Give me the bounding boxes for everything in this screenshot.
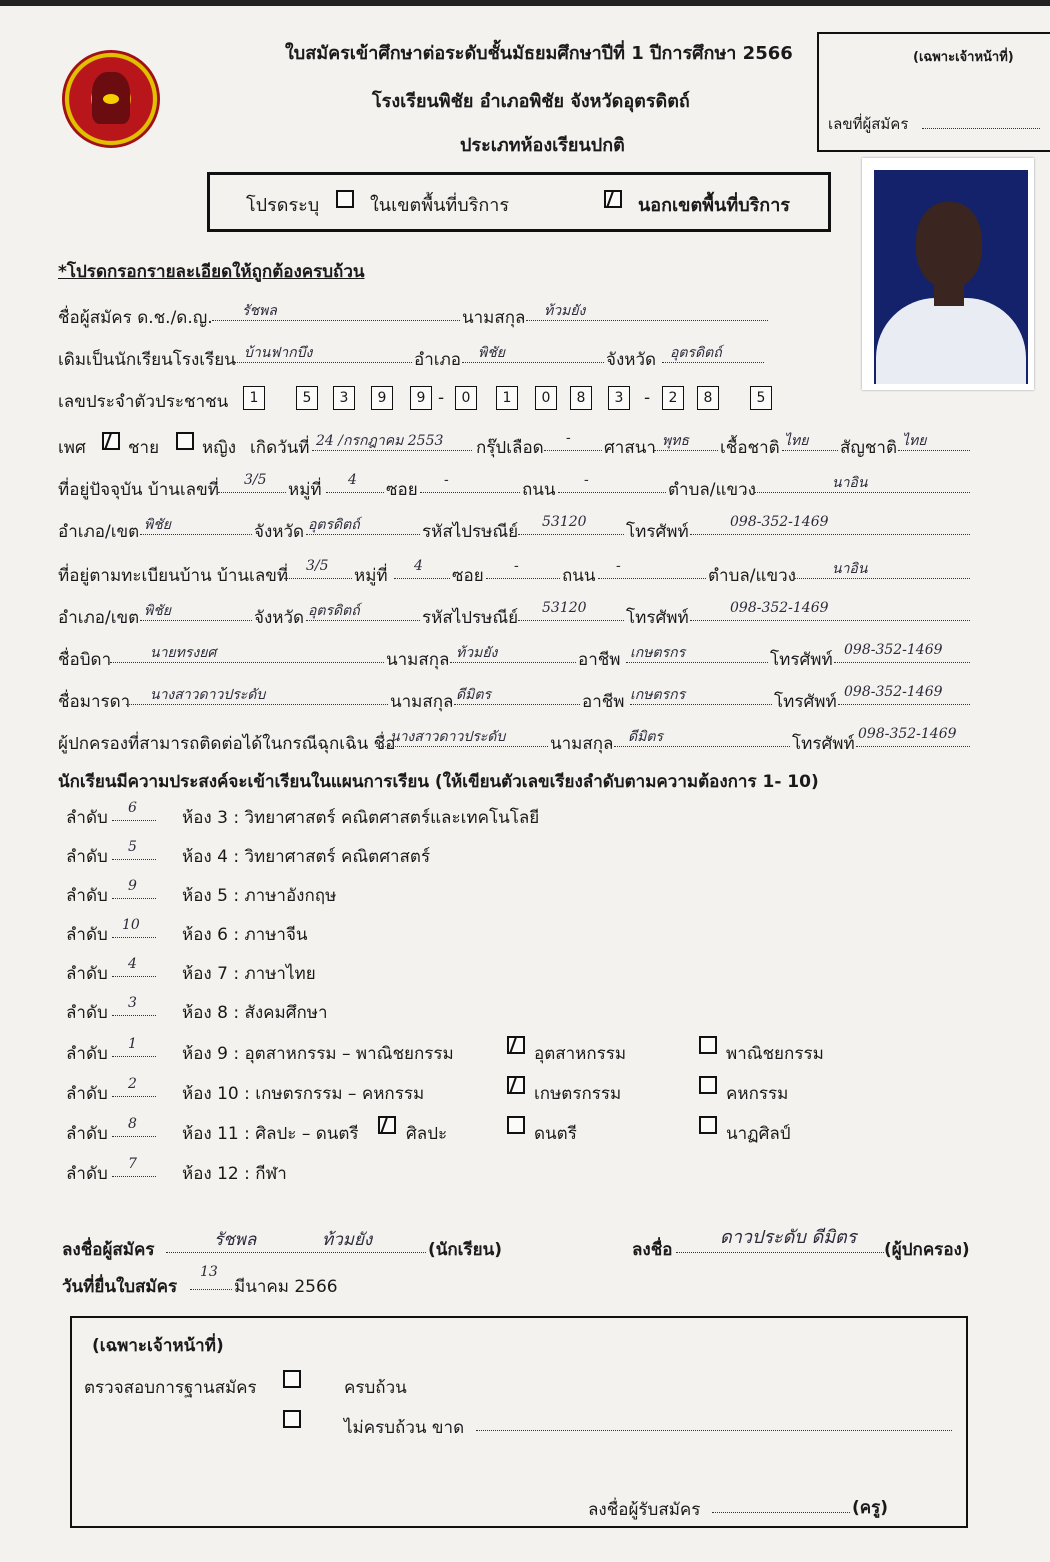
birthdate-value[interactable]: 24 /กรกฎาคม 2553	[316, 433, 444, 449]
order-label: ลำดับ	[66, 886, 108, 906]
applicant-signature-first[interactable]: รัชพล	[214, 1230, 257, 1250]
father-phone-line	[834, 662, 970, 663]
order-label: ลำดับ	[66, 808, 108, 828]
date-rest: มีนาคม 2566	[234, 1277, 338, 1297]
rank-line	[112, 820, 156, 821]
phone-line	[690, 534, 970, 535]
female-label: หญิง	[202, 438, 236, 458]
id-dash: -	[438, 388, 445, 408]
complete-checkbox[interactable]	[283, 1370, 301, 1388]
guardian-surname-value[interactable]: ดีมิตร	[628, 729, 663, 745]
sex-label: เพศ	[58, 438, 86, 458]
guardian-signature[interactable]: ดาวประดับ ดีมิตร	[720, 1227, 857, 1248]
moo-label: หมู่ที่	[354, 566, 388, 586]
order-label: ลำดับ	[66, 1084, 108, 1104]
plan-room: ห้อง 3 : วิทยาศาสตร์ คณิตศาสตร์และเทคโนโลยี	[182, 808, 540, 828]
reg-phone-line	[690, 620, 970, 621]
agriculture-checkbox[interactable]	[507, 1076, 525, 1094]
moo-label: หมู่ที่	[288, 480, 322, 500]
date-line	[190, 1289, 232, 1290]
plan-room: ห้อง 10 : เกษตรกรรม – คหกรรม	[182, 1084, 425, 1104]
art-label: ศิลปะ	[406, 1124, 448, 1144]
cur-phone-value[interactable]: 098-352-1469	[730, 514, 829, 530]
id-digit[interactable]: 9	[371, 386, 393, 410]
province-label: จังหวัด	[606, 350, 657, 370]
order-label: ลำดับ	[66, 1044, 108, 1064]
applicant-signature-last[interactable]: ท้วมยัง	[322, 1230, 373, 1250]
form-title: ใบสมัครเข้าศึกษาต่อระดับชั้นมัธยมศึกษาปีที่ 1 ปีการศึกษา 2566	[285, 43, 793, 64]
order-label: ลำดับ	[66, 847, 108, 867]
id-digit[interactable]: 8	[697, 386, 719, 410]
home-economics-checkbox[interactable]	[699, 1076, 717, 1094]
reg-subdistrict-line	[794, 578, 970, 579]
home-economics-label: คหกรรม	[726, 1084, 789, 1104]
district2-label: อำเภอ/เขต	[58, 522, 140, 542]
rank-line	[112, 1096, 156, 1097]
industry-label: อุตสาหกรรม	[534, 1044, 627, 1064]
subdistrict-label: ตำบล/แขวง	[708, 566, 796, 586]
reg-district-value[interactable]: พิชัย	[144, 603, 171, 619]
art-checkbox[interactable]	[378, 1116, 396, 1134]
order-label: ลำดับ	[66, 1164, 108, 1184]
receiver-label: ลงชื่อผู้รับสมัคร	[588, 1500, 701, 1520]
surname-label: นามสกุล	[462, 308, 526, 328]
father-name-value[interactable]: นายทรงยศ	[150, 645, 217, 661]
name-label: ชื่อผู้สมัคร ด.ช./ด.ญ.	[58, 308, 213, 328]
reg-postcode-line	[518, 620, 624, 621]
guardian-label: ผู้ปกครองที่สามารถติดต่อได้ในกรณีฉุกเฉิน ชื่อ	[58, 734, 396, 754]
guardian-phone-line	[856, 746, 970, 747]
rank-line	[112, 1015, 156, 1016]
district-value[interactable]: พิชัย	[478, 345, 505, 361]
id-digit[interactable]: 3	[608, 386, 630, 410]
plan-room: ห้อง 4 : วิทยาศาสตร์ คณิตศาสตร์	[182, 847, 431, 867]
outside-area-label: นอกเขตพื้นที่บริการ	[638, 195, 790, 216]
applicant-no-field[interactable]	[922, 128, 1040, 129]
id-digit[interactable]: 9	[410, 386, 432, 410]
reg-soi-line	[486, 578, 560, 579]
father-phone-value[interactable]: 098-352-1469	[844, 642, 943, 658]
plan-rank[interactable]: 9	[128, 878, 137, 894]
id-digit[interactable]: 0	[455, 386, 477, 410]
rank-line	[112, 1136, 156, 1137]
music-checkbox[interactable]	[507, 1116, 525, 1134]
incomplete-label: ไม่ครบถ้วน ขาด	[344, 1418, 465, 1438]
postcode-line	[518, 534, 624, 535]
rank-line	[112, 937, 156, 938]
phone-label: โทรศัพท์	[770, 650, 833, 670]
father-occupation-value[interactable]: เกษตรกร	[630, 645, 686, 661]
plan-room: ห้อง 12 : กีฬา	[182, 1164, 287, 1184]
guardian-suffix: (ผู้ปกครอง)	[884, 1240, 970, 1260]
phone-label: โทรศัพท์	[626, 522, 689, 542]
phone-label: โทรศัพท์	[774, 692, 837, 712]
father-label: ชื่อบิดา	[58, 650, 112, 670]
order-label: ลำดับ	[66, 964, 108, 984]
plan-room: ห้อง 8 : สังคมศึกษา	[182, 1003, 328, 1023]
postcode-label: รหัสไปรษณีย์	[422, 522, 519, 542]
id-label: เลขประจำตัวประชาชน	[58, 392, 229, 412]
plan-room: ห้อง 7 : ภาษาไทย	[182, 964, 316, 984]
guardian-name-value[interactable]: นางสาวดาวประดับ	[390, 729, 506, 745]
cur-house-value[interactable]: 3/5	[244, 472, 267, 488]
addr-reg-label: ที่อยู่ตามทะเบียนบ้าน บ้านเลขที่	[58, 566, 289, 586]
area-prompt: โปรดระบุ	[246, 195, 320, 216]
plan-rank[interactable]: 2	[128, 1076, 137, 1092]
surname-label: นามสกุล	[386, 650, 450, 670]
surname-label: นามสกุล	[390, 692, 454, 712]
father-surname-value[interactable]: ท้วมยัง	[456, 645, 498, 661]
student-suffix: (นักเรียน)	[428, 1240, 502, 1260]
province2-label: จังหวัด	[254, 608, 305, 628]
mother-phone-value[interactable]: 098-352-1469	[844, 684, 943, 700]
plan-room: ห้อง 11 : ศิลปะ – ดนตรี	[182, 1124, 359, 1144]
plan-rank[interactable]: 4	[128, 956, 137, 972]
applicant-no-label: เลขที่ผู้สมัคร	[828, 115, 909, 133]
road-label: ถนน	[562, 566, 596, 586]
industry-checkbox[interactable]	[507, 1036, 525, 1054]
occupation-label: อาชีพ	[578, 650, 621, 670]
mother-occupation-value[interactable]: เกษตรกร	[630, 687, 686, 703]
complete-label: ครบถ้วน	[344, 1378, 407, 1398]
plan-rank[interactable]: 6	[128, 800, 137, 816]
district-label: อำเภอ	[414, 350, 461, 370]
road-line	[558, 492, 666, 493]
reg-postcode-value[interactable]: 53120	[542, 600, 587, 616]
applicant-sign-line	[166, 1252, 426, 1253]
reg-moo-value[interactable]: 4	[414, 558, 423, 574]
music-label: ดนตรี	[534, 1124, 577, 1144]
id-digit[interactable]: 3	[333, 386, 355, 410]
commerce-checkbox[interactable]	[699, 1036, 717, 1054]
plan-rank[interactable]: 7	[128, 1156, 137, 1172]
officer-check-label: ตรวจสอบการฐานสมัคร	[84, 1378, 257, 1398]
phone-label: โทรศัพท์	[792, 734, 855, 754]
officer-title: (เฉพาะเจ้าหน้าที่)	[92, 1336, 224, 1356]
ethnicity-value[interactable]: ไทย	[784, 433, 809, 449]
school-name: โรงเรียนพิชัย อำเภอพิชัย จังหวัดอุตรดิตถ์	[372, 91, 690, 112]
instruction-text: *โปรดกรอกรายละเอียดให้ถูกต้องครบถ้วน	[58, 262, 365, 282]
rank-line	[112, 1176, 156, 1177]
applicant-sign-label: ลงชื่อผู้สมัคร	[62, 1240, 155, 1260]
former-school-value[interactable]: บ้านฟากบึง	[244, 345, 313, 361]
id-digit[interactable]: 8	[570, 386, 592, 410]
officer-only-label: (เฉพาะเจ้าหน้าที่)	[913, 50, 1014, 65]
religion-label: ศาสนา	[604, 438, 656, 458]
inside-area-label: ในเขตพื้นที่บริการ	[370, 195, 510, 216]
nationality-label: สัญชาติ	[840, 438, 897, 458]
dance-checkbox[interactable]	[699, 1116, 717, 1134]
rank-line	[112, 898, 156, 899]
id-digit[interactable]: 1	[496, 386, 518, 410]
soi-label: ซอย	[386, 480, 418, 500]
surname-value[interactable]: ท้วมยัง	[544, 303, 586, 319]
moo-line	[326, 492, 384, 493]
blood-line	[544, 450, 602, 451]
ethnicity-label: เชื้อชาติ	[720, 438, 780, 458]
plan-rank[interactable]: 5	[128, 839, 137, 855]
date-label: วันที่ยื่นใบสมัคร	[62, 1277, 178, 1297]
plan-rank[interactable]: 8	[128, 1116, 137, 1132]
addr-current-label: ที่อยู่ปัจจุบัน บ้านเลขที่	[58, 480, 219, 500]
incomplete-checkbox[interactable]	[283, 1410, 301, 1428]
reg-province-value[interactable]: อุตรดิตถ์	[308, 603, 360, 619]
plans-title: นักเรียนมีความประสงค์จะเข้าเรียนในแผนการเรียน (ให้เขียนตัวเลขเรียงลำดับตามความต้องการ 1- 10)	[58, 772, 819, 792]
reg-subdistrict-value[interactable]: นาอิน	[832, 561, 868, 577]
teacher-suffix: (ครู)	[852, 1498, 889, 1518]
phone-label: โทรศัพท์	[626, 608, 689, 628]
order-label: ลำดับ	[66, 925, 108, 945]
plan-rank[interactable]: 10	[122, 917, 140, 933]
cur-district-value[interactable]: พิชัย	[144, 517, 171, 533]
id-digit[interactable]: 0	[535, 386, 557, 410]
id-digit[interactable]: 5	[750, 386, 772, 410]
plan-room: ห้อง 9 : อุตสาหกรรม – พาณิชยกรรม	[182, 1044, 454, 1064]
name-value[interactable]: รัชพล	[242, 303, 277, 319]
road-label: ถนน	[522, 480, 556, 500]
surname-label: นามสกุล	[550, 734, 614, 754]
district2-label: อำเภอ/เขต	[58, 608, 140, 628]
class-type: ประเภทห้องเรียนปกติ	[460, 135, 625, 156]
inside-area-checkbox[interactable]	[336, 190, 354, 208]
guardian-sign-line	[676, 1252, 884, 1253]
religion-value[interactable]: พุทธ	[662, 433, 690, 449]
soi-line	[420, 492, 520, 493]
dance-label: นาฏศิลป์	[726, 1124, 791, 1144]
id-dash: -	[644, 388, 651, 408]
male-checkbox[interactable]	[102, 432, 120, 450]
rank-line	[112, 1056, 156, 1057]
house-line	[218, 492, 286, 493]
birthdate-label: เกิดวันที่	[250, 438, 310, 458]
reg-house-value[interactable]: 3/5	[306, 558, 329, 574]
cur-postcode-value[interactable]: 53120	[542, 514, 587, 530]
province-value[interactable]: อุตรดิตถ์	[670, 345, 722, 361]
occupation-label: อาชีพ	[582, 692, 625, 712]
soi-label: ซอย	[452, 566, 484, 586]
reg-house-line	[284, 578, 352, 579]
id-digit[interactable]: 1	[243, 386, 265, 410]
id-digit[interactable]: 2	[662, 386, 684, 410]
mother-name-value[interactable]: นางสาวดาวประดับ	[150, 687, 266, 703]
plan-rank[interactable]: 1	[128, 1036, 137, 1052]
id-digit[interactable]: 5	[296, 386, 318, 410]
page-top-edge	[0, 0, 1050, 6]
former-school-label: เดิมเป็นนักเรียนโรงเรียน	[58, 350, 236, 370]
rank-line	[112, 859, 156, 860]
agriculture-label: เกษตรกรรม	[534, 1084, 622, 1104]
plan-room: ห้อง 5 : ภาษาอังกฤษ	[182, 886, 337, 906]
receiver-sign-field[interactable]	[712, 1512, 850, 1513]
date-day-value[interactable]: 13	[200, 1264, 218, 1280]
reg-road-line	[598, 578, 706, 579]
guardian-sign-label: ลงชื่อ	[632, 1240, 673, 1260]
nationality-value[interactable]: ไทย	[902, 433, 927, 449]
cur-road-value[interactable]: -	[584, 472, 589, 488]
subdistrict-label: ตำบล/แขวง	[668, 480, 756, 500]
province2-label: จังหวัด	[254, 522, 305, 542]
incomplete-reason-field[interactable]	[476, 1430, 952, 1431]
mother-surname-value[interactable]: ดีมิตร	[456, 687, 491, 703]
reg-phone-value[interactable]: 098-352-1469	[730, 600, 829, 616]
commerce-label: พาณิชยกรรม	[726, 1044, 824, 1064]
outside-area-checkbox[interactable]	[604, 190, 622, 208]
order-label: ลำดับ	[66, 1124, 108, 1144]
reg-soi-value[interactable]: -	[514, 558, 519, 574]
mother-label: ชื่อมารดา	[58, 692, 131, 712]
reg-road-value[interactable]: -	[616, 558, 621, 574]
school-logo-icon	[62, 50, 160, 148]
cur-moo-value[interactable]: 4	[348, 472, 357, 488]
female-checkbox[interactable]	[176, 432, 194, 450]
cur-soi-value[interactable]: -	[444, 472, 449, 488]
reg-moo-line	[394, 578, 450, 579]
mother-phone-line	[838, 704, 970, 705]
cur-province-value[interactable]: อุตรดิตถ์	[308, 517, 360, 533]
plan-rank[interactable]: 3	[128, 995, 137, 1011]
plan-room: ห้อง 6 : ภาษาจีน	[182, 925, 308, 945]
cur-subdistrict-value[interactable]: นาอิน	[832, 475, 868, 491]
order-label: ลำดับ	[66, 1003, 108, 1023]
male-label: ชาย	[128, 438, 160, 458]
rank-line	[112, 976, 156, 977]
postcode-label: รหัสไปรษณีย์	[422, 608, 519, 628]
blood-label: กรุ๊ปเลือด	[476, 438, 544, 458]
guardian-phone-value[interactable]: 098-352-1469	[858, 726, 957, 742]
blood-value[interactable]: -	[566, 430, 571, 446]
applicant-photo	[862, 158, 1034, 390]
